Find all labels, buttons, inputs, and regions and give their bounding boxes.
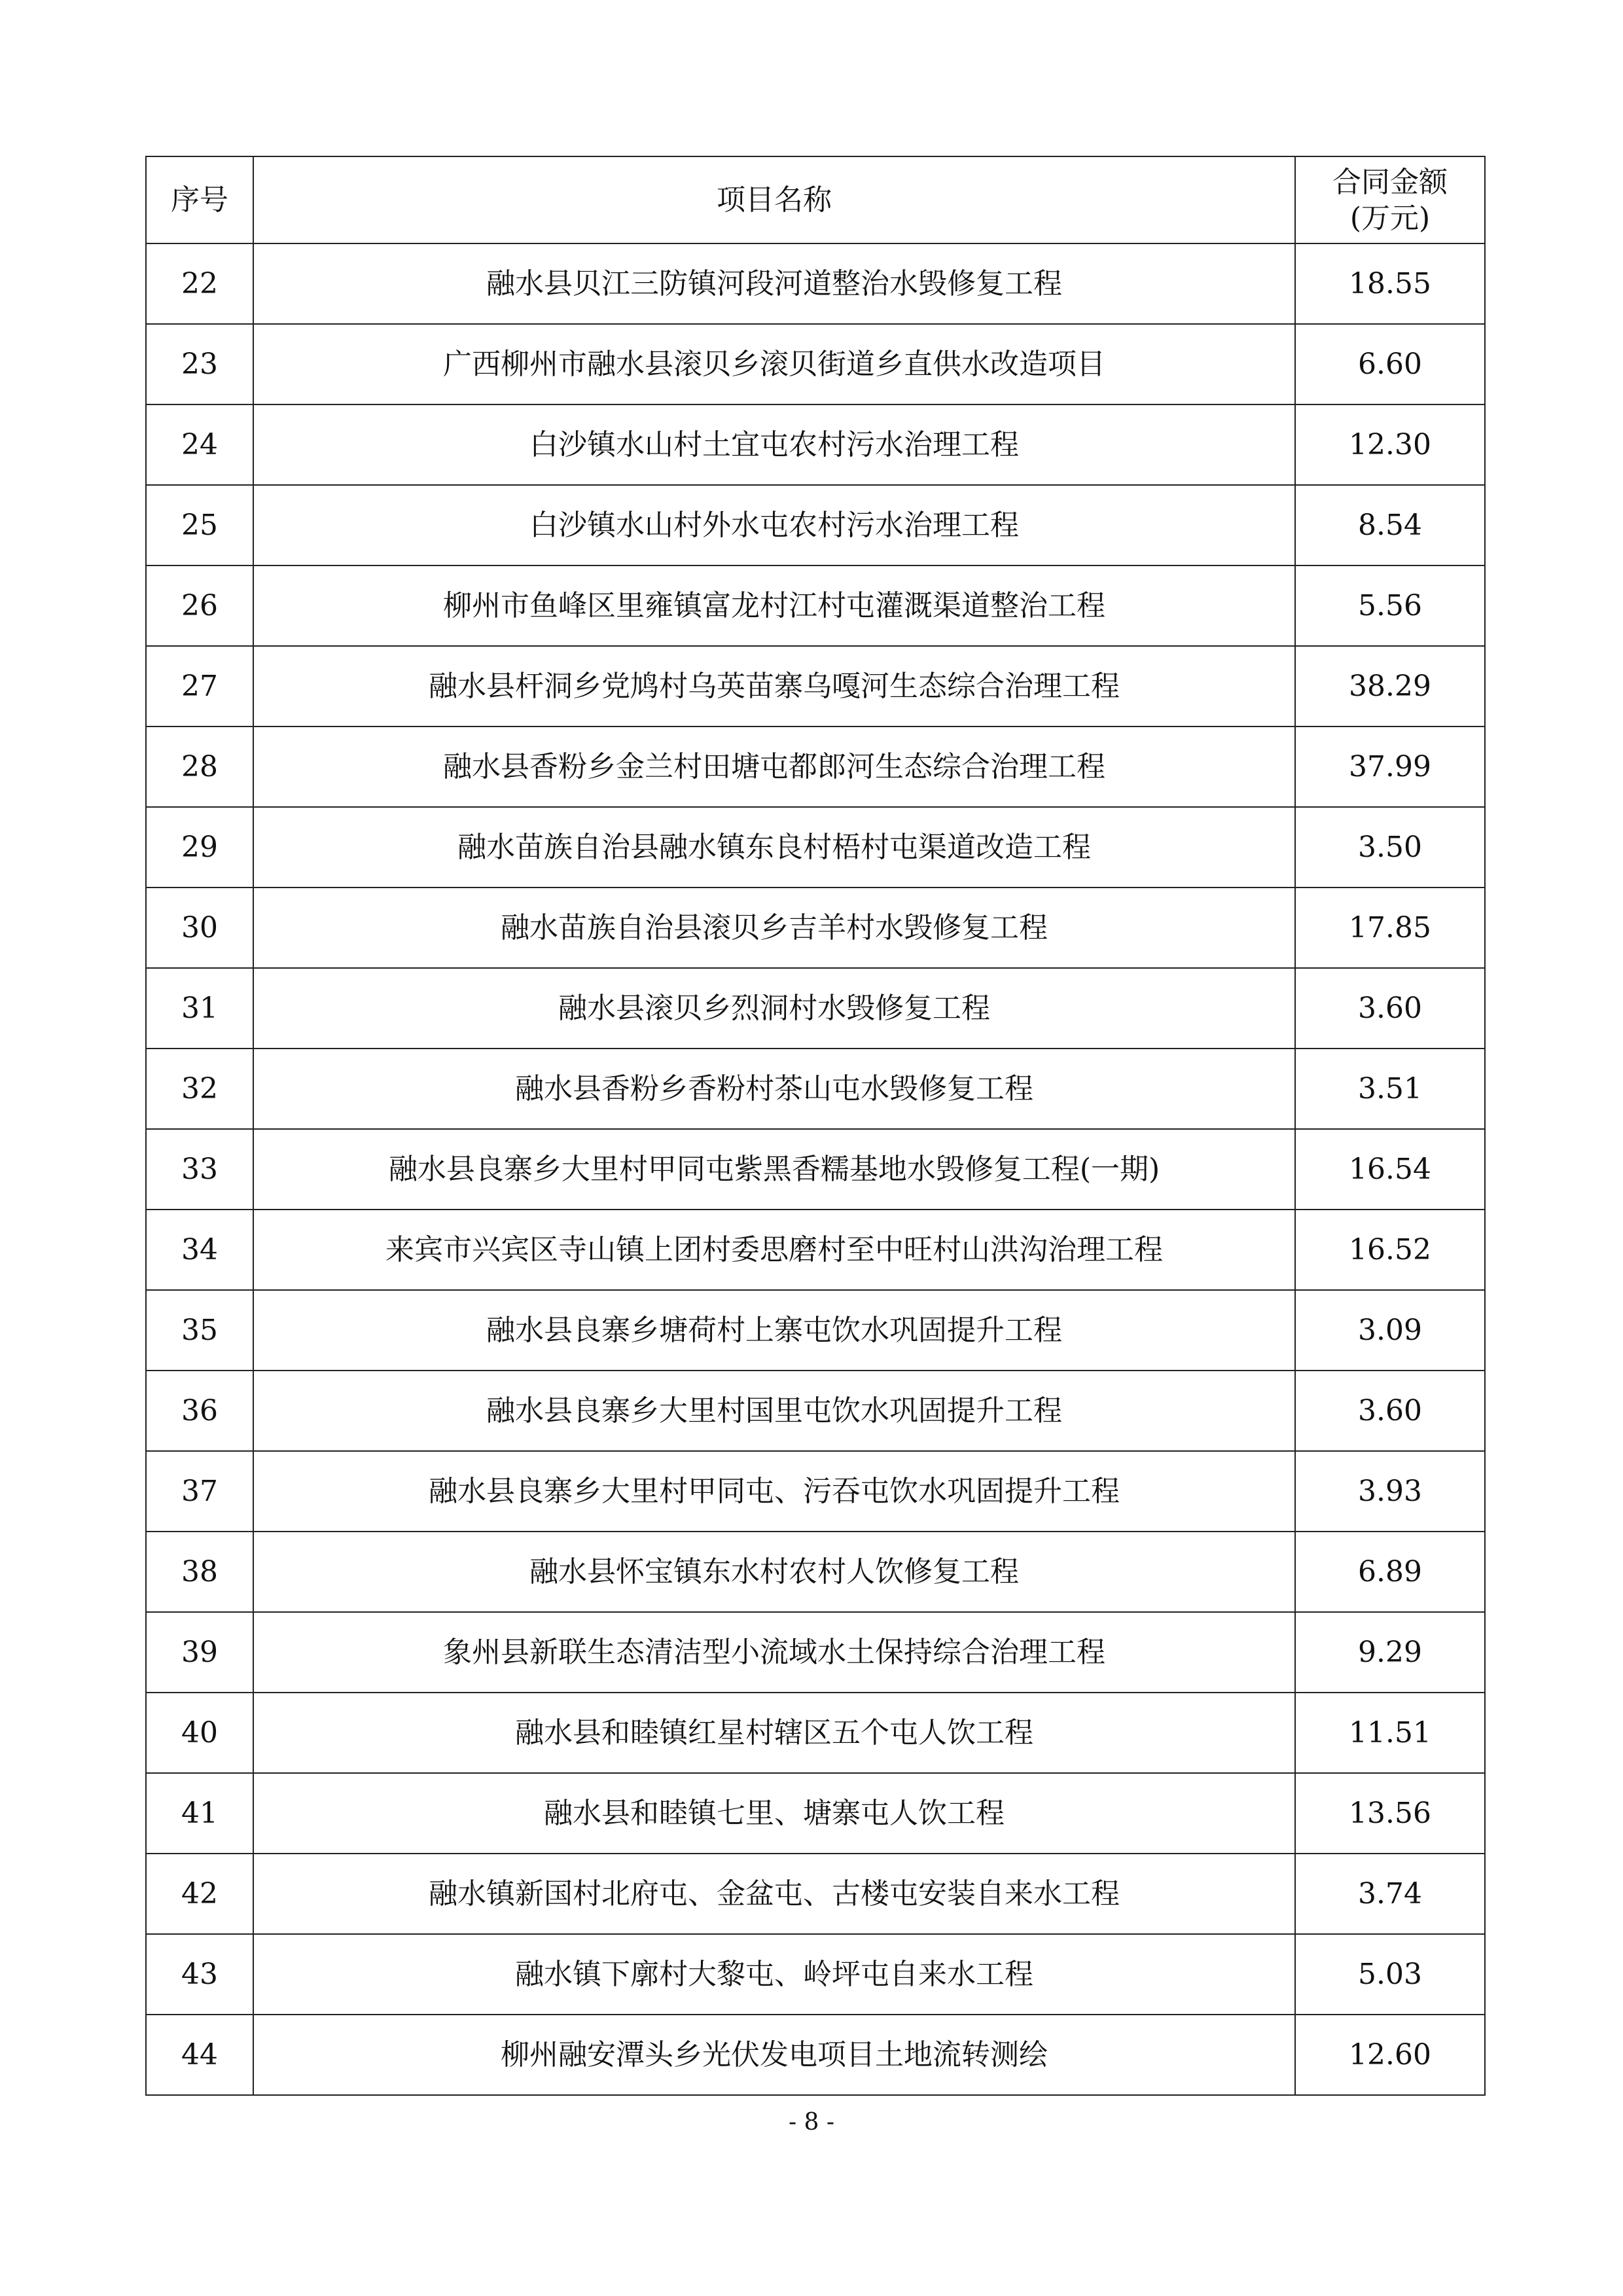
table-row xyxy=(146,807,1485,888)
serial-number-cell: 30 xyxy=(146,888,253,968)
project-name-cell: 广西柳州市融水县滚贝乡滚贝街道乡直供水改造项目 xyxy=(253,324,1295,404)
serial-number-cell: 41 xyxy=(146,1773,253,1854)
serial-number-cell: 43 xyxy=(146,1934,253,2015)
table-row xyxy=(146,2015,1485,2095)
serial-number-cell: 31 xyxy=(146,968,253,1049)
serial-number-cell: 23 xyxy=(146,324,253,404)
contract-amount-cell: 16.52 xyxy=(1295,1210,1485,1290)
table-row xyxy=(146,1049,1485,1129)
table-row xyxy=(146,1934,1485,2015)
serial-number-cell: 25 xyxy=(146,485,253,565)
serial-number-cell: 29 xyxy=(146,807,253,888)
table-row xyxy=(146,646,1485,726)
serial-number-cell: 27 xyxy=(146,646,253,726)
serial-number-cell: 37 xyxy=(146,1451,253,1532)
table-row xyxy=(146,1290,1485,1371)
project-name-cell: 白沙镇水山村外水屯农村污水治理工程 xyxy=(253,485,1295,565)
header-contract-amount-line1: 合同金额 xyxy=(1332,165,1448,199)
contract-amount-cell: 37.99 xyxy=(1295,726,1485,807)
contract-amount-cell: 8.54 xyxy=(1295,485,1485,565)
contract-amount-cell: 5.56 xyxy=(1295,565,1485,646)
table-row xyxy=(146,968,1485,1049)
project-name-cell: 柳州融安潭头乡光伏发电项目土地流转测绘 xyxy=(253,2015,1295,2095)
contract-amount-cell: 3.50 xyxy=(1295,807,1485,888)
contract-amount-cell: 11.51 xyxy=(1295,1693,1485,1773)
project-name-cell: 融水县杆洞乡党鸠村乌英苗寨乌嘎河生态综合治理工程 xyxy=(253,646,1295,726)
project-name-cell: 融水县良寨乡大里村国里屯饮水巩固提升工程 xyxy=(253,1371,1295,1451)
table-row xyxy=(146,1693,1485,1773)
contract-amount-cell: 3.60 xyxy=(1295,968,1485,1049)
project-name-cell: 融水县香粉乡金兰村田塘屯都郎河生态综合治理工程 xyxy=(253,726,1295,807)
serial-number-cell: 40 xyxy=(146,1693,253,1773)
serial-number-cell: 34 xyxy=(146,1210,253,1290)
table-row xyxy=(146,485,1485,565)
project-name-cell: 融水县良寨乡塘荷村上寨屯饮水巩固提升工程 xyxy=(253,1290,1295,1371)
table-row xyxy=(146,1773,1485,1854)
contract-amount-cell: 6.89 xyxy=(1295,1532,1485,1612)
project-name-cell: 融水县良寨乡大里村甲同屯、污吞屯饮水巩固提升工程 xyxy=(253,1451,1295,1532)
project-name-cell: 来宾市兴宾区寺山镇上团村委思磨村至中旺村山洪沟治理工程 xyxy=(253,1210,1295,1290)
project-name-cell: 融水镇新国村北府屯、金盆屯、古楼屯安装自来水工程 xyxy=(253,1854,1295,1934)
project-name-cell: 融水苗族自治县融水镇东良村梧村屯渠道改造工程 xyxy=(253,807,1295,888)
serial-number-cell: 24 xyxy=(146,404,253,485)
contract-amount-cell: 13.56 xyxy=(1295,1773,1485,1854)
contract-amount-cell: 3.60 xyxy=(1295,1371,1485,1451)
table-row xyxy=(146,1210,1485,1290)
project-name-cell: 融水县怀宝镇东水村农村人饮修复工程 xyxy=(253,1532,1295,1612)
project-name-cell: 融水县和睦镇红星村辖区五个屯人饮工程 xyxy=(253,1693,1295,1773)
project-name-cell: 融水县香粉乡香粉村茶山屯水毁修复工程 xyxy=(253,1049,1295,1129)
contract-amount-cell: 17.85 xyxy=(1295,888,1485,968)
contract-amount-cell: 3.93 xyxy=(1295,1451,1485,1532)
page-number: - 8 - xyxy=(788,2109,835,2136)
contract-amount-cell: 18.55 xyxy=(1295,243,1485,324)
project-name-cell: 融水苗族自治县滚贝乡吉羊村水毁修复工程 xyxy=(253,888,1295,968)
table-row xyxy=(146,726,1485,807)
contract-amount-cell: 6.60 xyxy=(1295,324,1485,404)
contract-amount-cell: 3.51 xyxy=(1295,1049,1485,1129)
contract-amount-cell: 3.09 xyxy=(1295,1290,1485,1371)
contract-amount-cell: 38.29 xyxy=(1295,646,1485,726)
project-contract-table xyxy=(145,156,1486,2096)
table-body xyxy=(146,243,1485,2095)
contract-amount-cell: 5.03 xyxy=(1295,1934,1485,2015)
header-project-name: 项目名称 xyxy=(253,156,1295,243)
table-row xyxy=(146,1371,1485,1451)
serial-number-cell: 26 xyxy=(146,565,253,646)
header-contract-amount-unit: (万元) xyxy=(1349,201,1431,235)
contract-amount-cell: 3.74 xyxy=(1295,1854,1485,1934)
project-name-cell: 融水县贝江三防镇河段河道整治水毁修复工程 xyxy=(253,243,1295,324)
serial-number-cell: 22 xyxy=(146,243,253,324)
table-row xyxy=(146,243,1485,324)
table-row xyxy=(146,1854,1485,1934)
project-name-cell: 柳州市鱼峰区里雍镇富龙村江村屯灌溉渠道整治工程 xyxy=(253,565,1295,646)
table-row xyxy=(146,1129,1485,1210)
table-header-row xyxy=(146,156,1485,243)
project-name-cell: 白沙镇水山村土宜屯农村污水治理工程 xyxy=(253,404,1295,485)
table-row xyxy=(146,404,1485,485)
contract-amount-cell: 16.54 xyxy=(1295,1129,1485,1210)
serial-number-cell: 38 xyxy=(146,1532,253,1612)
contract-amount-cell: 12.30 xyxy=(1295,404,1485,485)
contract-amount-cell: 12.60 xyxy=(1295,2015,1485,2095)
serial-number-cell: 28 xyxy=(146,726,253,807)
project-name-cell: 融水县和睦镇七里、塘寨屯人饮工程 xyxy=(253,1773,1295,1854)
serial-number-cell: 36 xyxy=(146,1371,253,1451)
serial-number-cell: 33 xyxy=(146,1129,253,1210)
project-name-cell: 象州县新联生态清洁型小流域水土保持综合治理工程 xyxy=(253,1612,1295,1693)
table-row xyxy=(146,1451,1485,1532)
table-row xyxy=(146,565,1485,646)
project-name-cell: 融水镇下廓村大黎屯、岭坪屯自来水工程 xyxy=(253,1934,1295,2015)
project-name-cell: 融水县滚贝乡烈洞村水毁修复工程 xyxy=(253,968,1295,1049)
serial-number-cell: 42 xyxy=(146,1854,253,1934)
contract-amount-cell: 9.29 xyxy=(1295,1612,1485,1693)
serial-number-cell: 32 xyxy=(146,1049,253,1129)
serial-number-cell: 44 xyxy=(146,2015,253,2095)
header-contract-amount xyxy=(1295,156,1485,243)
table-row xyxy=(146,888,1485,968)
table-row xyxy=(146,1612,1485,1693)
project-name-cell: 融水县良寨乡大里村甲同屯紫黑香糯基地水毁修复工程(一期) xyxy=(253,1129,1295,1210)
header-serial-number: 序号 xyxy=(146,156,253,243)
serial-number-cell: 35 xyxy=(146,1290,253,1371)
serial-number-cell: 39 xyxy=(146,1612,253,1693)
table-row xyxy=(146,1532,1485,1612)
table-row xyxy=(146,324,1485,404)
